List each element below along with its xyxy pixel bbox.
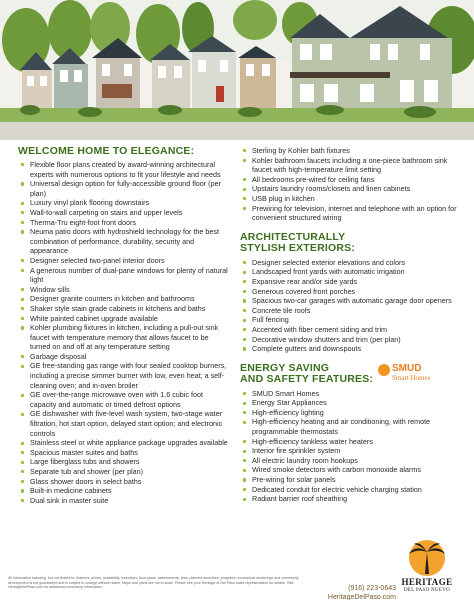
right-column <box>240 146 462 504</box>
exteriors-heading-line2: STYLISH EXTERIORS: <box>240 241 356 254</box>
disclaimer-text: All information including, but not limited to, features, prices, availability, incentives, floor plans, assessments, fees, planned amenities, programs, conceptual renderings and community development is not guaranteed and is subject to change without notice. Maps and plans are not to scale. Please see your Heritage at Del Paso sales representative for details. Visit HeritageDelPaso.com for additional community information. <box>8 576 299 590</box>
list-item: Concrete tile roofs <box>240 306 462 316</box>
list-item: Built-in medicine cabinets <box>18 486 228 496</box>
welcome-heading: WELCOME HOME TO ELEGANCE: <box>18 145 195 157</box>
exteriors-heading-line1: ARCHITECTURALLY <box>240 230 346 243</box>
list-item: All bedrooms pre-wired for ceiling fans <box>240 175 462 185</box>
list-item: Kohler plumbing fixtures in kitchen, including a pull-out sink faucet with temperature memory that allows faucet to be turned on and off at any temperature setting <box>18 323 228 352</box>
welcome-list <box>18 160 228 505</box>
list-item: SMUD Smart Homes <box>240 389 462 399</box>
list-item: Kohler bathroom faucets including a one-piece bathroom sink faucet with high-temperature limit setting <box>240 156 462 175</box>
list-item: Radiant barrier roof sheathing <box>240 494 462 504</box>
list-item: Accented with fiber cement siding and trim <box>240 325 462 335</box>
logo-name: HERITAGE <box>401 577 453 587</box>
website-link[interactable]: HeritageDelPaso.com <box>327 594 396 600</box>
contact-info <box>306 584 396 600</box>
list-item: Sterling by Kohler bath fixtures <box>240 146 462 156</box>
exteriors-list <box>240 258 462 354</box>
list-item: Separate tub and shower (per plan) <box>18 467 228 477</box>
list-item: Spacious master suites and baths <box>18 448 228 458</box>
smud-logo-subtitle: Smart Homes <box>392 373 431 382</box>
list-item: Expansive rear and/or side yards <box>240 277 462 287</box>
logo-subtitle: DEL PASO NUEVO <box>403 588 451 593</box>
list-item: Dedicated conduit for electric vehicle charging station <box>240 485 462 495</box>
neighborhood-illustration <box>0 0 474 140</box>
list-item: Prewiring for television, internet and telephone with an option for convenient structured wiring <box>240 204 462 223</box>
smud-logo-name: SMUD <box>392 362 422 374</box>
phone-number[interactable]: (916) 223-0643 <box>348 585 396 592</box>
list-item: Full fencing <box>240 315 462 325</box>
list-item: Stainless steel or white appliance package upgrades available <box>18 438 228 448</box>
list-item: Therma-Tru eight-foot front doors <box>18 218 228 228</box>
list-item: Designer selected two-panel interior doors <box>18 256 228 266</box>
list-item: Complete gutters and downspouts <box>240 344 462 354</box>
list-item: Designer granite counters in kitchen and bathrooms <box>18 294 228 304</box>
list-item: Upstairs laundry rooms/closets and linen cabinets <box>240 184 462 194</box>
list-item: Wired smoke detectors with carbon monoxide alarms <box>240 465 462 475</box>
list-item: Flexible floor plans created by award-winning architectural experts with numerous options to fit your lifestyle and needs <box>18 160 228 179</box>
list-item: All electric laundry room hookups <box>240 456 462 466</box>
left-column <box>18 146 228 505</box>
energy-heading-row <box>240 363 462 385</box>
list-item: Pre-wiring for solar panels <box>240 475 462 485</box>
list-item: Neuma patio doors with hydroshield technology for the best combination of performance, durability, security and appearance <box>18 227 228 256</box>
list-item: Spacious two-car garages with automatic garage door openers <box>240 296 462 306</box>
list-item: Dual sink in master suite <box>18 496 228 506</box>
list-item: Landscaped front yards with automatic irrigation <box>240 267 462 277</box>
list-item: High-efficiency heating and air conditioning, with remote programmable thermostats <box>240 417 462 436</box>
list-item: Shaker style stain grade cabinets in kitchens and baths <box>18 304 228 314</box>
list-item: Window sills <box>18 285 228 295</box>
list-item: Energy Star Appliances <box>240 398 462 408</box>
list-item: White painted cabinet upgrade available <box>18 314 228 324</box>
energy-heading-line2: AND SAFETY FEATURES: <box>240 372 374 385</box>
list-item: GE free-standing gas range with four sealed cooktop burners, including a precise simmer burner with low, even heat; a self-cleaning oven; and in-oven broiler <box>18 361 228 390</box>
list-item: Large fiberglass tubs and showers <box>18 457 228 467</box>
list-item: Luxury vinyl plank flooring downstairs <box>18 198 228 208</box>
exteriors-heading <box>240 232 462 254</box>
list-item: GE dishwasher with five-level wash system, two-stage water filtration, hot start option, delayed start option; and electronic controls <box>18 409 228 438</box>
list-item: GE over-the-range microwave oven with 1.6 cubic foot capacity and automatic or timed defrost options <box>18 390 228 409</box>
hero-rendering <box>0 0 474 140</box>
list-item: High-efficiency lighting <box>240 408 462 418</box>
smud-logo-icon <box>378 364 390 376</box>
list-item: Interior fire sprinkler system <box>240 446 462 456</box>
heritage-logo <box>398 538 456 598</box>
list-item: Designer selected exterior elevations and colors <box>240 258 462 268</box>
welcome-continued-list <box>240 146 462 223</box>
palm-tree-icon <box>398 538 456 578</box>
list-item: Wall-to-wall carpeting on stairs and upper levels <box>18 208 228 218</box>
list-item: Generous covered front porches <box>240 287 462 297</box>
list-item: High-efficiency tankless water heaters <box>240 437 462 447</box>
list-item: Garbage disposal <box>18 352 228 362</box>
smud-logo <box>378 363 440 385</box>
list-item: USB plug in kitchen <box>240 194 462 204</box>
list-item: Glass shower doors in select baths <box>18 477 228 487</box>
list-item: A generous number of dual-pane windows for plenty of natural light <box>18 266 228 285</box>
energy-heading <box>240 363 380 385</box>
energy-list <box>240 389 462 504</box>
energy-heading-line1: ENERGY SAVING <box>240 361 330 374</box>
list-item: Decorative window shutters and trim (per plan) <box>240 335 462 345</box>
list-item: Universal design option for fully-accessible ground floor (per plan) <box>18 179 228 198</box>
